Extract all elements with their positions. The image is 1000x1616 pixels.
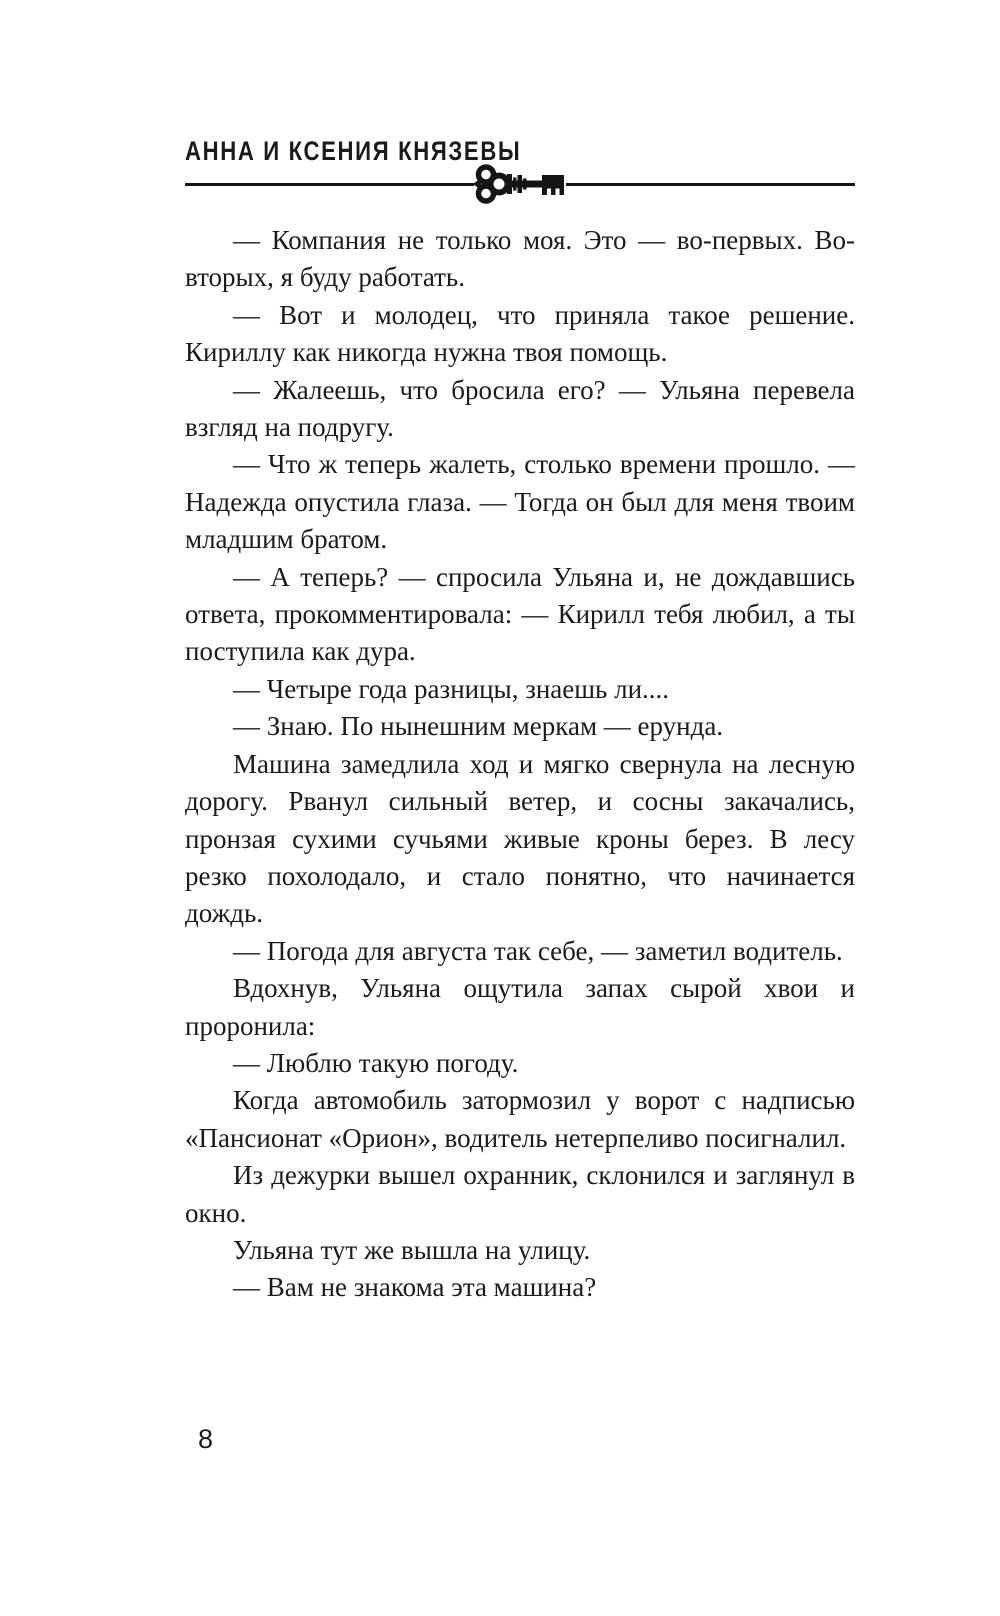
paragraph: — Вот и молодец, что приняла такое решение. Кириллу как никогда нужна твоя помощь. [185,299,855,368]
page-number: 8 [198,1424,214,1454]
paragraph: — Четыре года разницы, знаешь ли.... [233,673,670,704]
page-text [185,222,855,1307]
paragraph: — Погода для августа так себе, — заметил водитель. [233,935,843,966]
header-ornament-rule [185,161,855,207]
paragraph: Когда автомобиль затормозил у ворот с надписью «Пансионат «Орион», водитель нетерпеливо посигналил. [185,1085,855,1153]
paragraph: Ульяна тут же вышла на улицу. [233,1234,591,1265]
paragraph: — Люблю такую погоду. [233,1047,519,1078]
paragraph: — Жалеешь, что бросила его? — Ульяна перевела взгляд на подругу. [185,374,855,443]
rule-line-left [185,183,474,186]
paragraph: — Знаю. По нынешним меркам — ерунда. [233,711,724,742]
key-icon [472,161,568,207]
rule-line-right [566,183,855,186]
paragraph: Машина замедлила ход и мягко свернула на лесную дорогу. Рванул сильный ветер, и сосны закачались, пронзая сухими сучьями живые кроны берез. В лесу резко похолодало, и стало понятно, что начинается дождь. [185,748,855,929]
paragraph: — Вам не знакома эта машина? [233,1272,597,1303]
paragraph: — Компания не только моя. Это — во-первых. Во-вторых, я буду работать. [185,225,855,293]
paragraph: — Что ж теперь жалеть, столько времени прошло. — Надежда опустила глаза. — Тогда он был для меня твоим младшим братом. [185,449,855,555]
paragraph: Из дежурки вышел охранник, склонился и заглянул в окно. [185,1160,855,1228]
paragraph: — А теперь? — спросила Ульяна и, не дождавшись ответа, прокомментировала: — Кирилл тебя любил, а ты поступила как дура. [185,561,855,667]
paragraph: Вдохнув, Ульяна ощутила запах сырой хвои и проронила: [185,973,855,1041]
running-header: АННА И КСЕНИЯ КНЯЗЕВЫ [185,136,522,166]
